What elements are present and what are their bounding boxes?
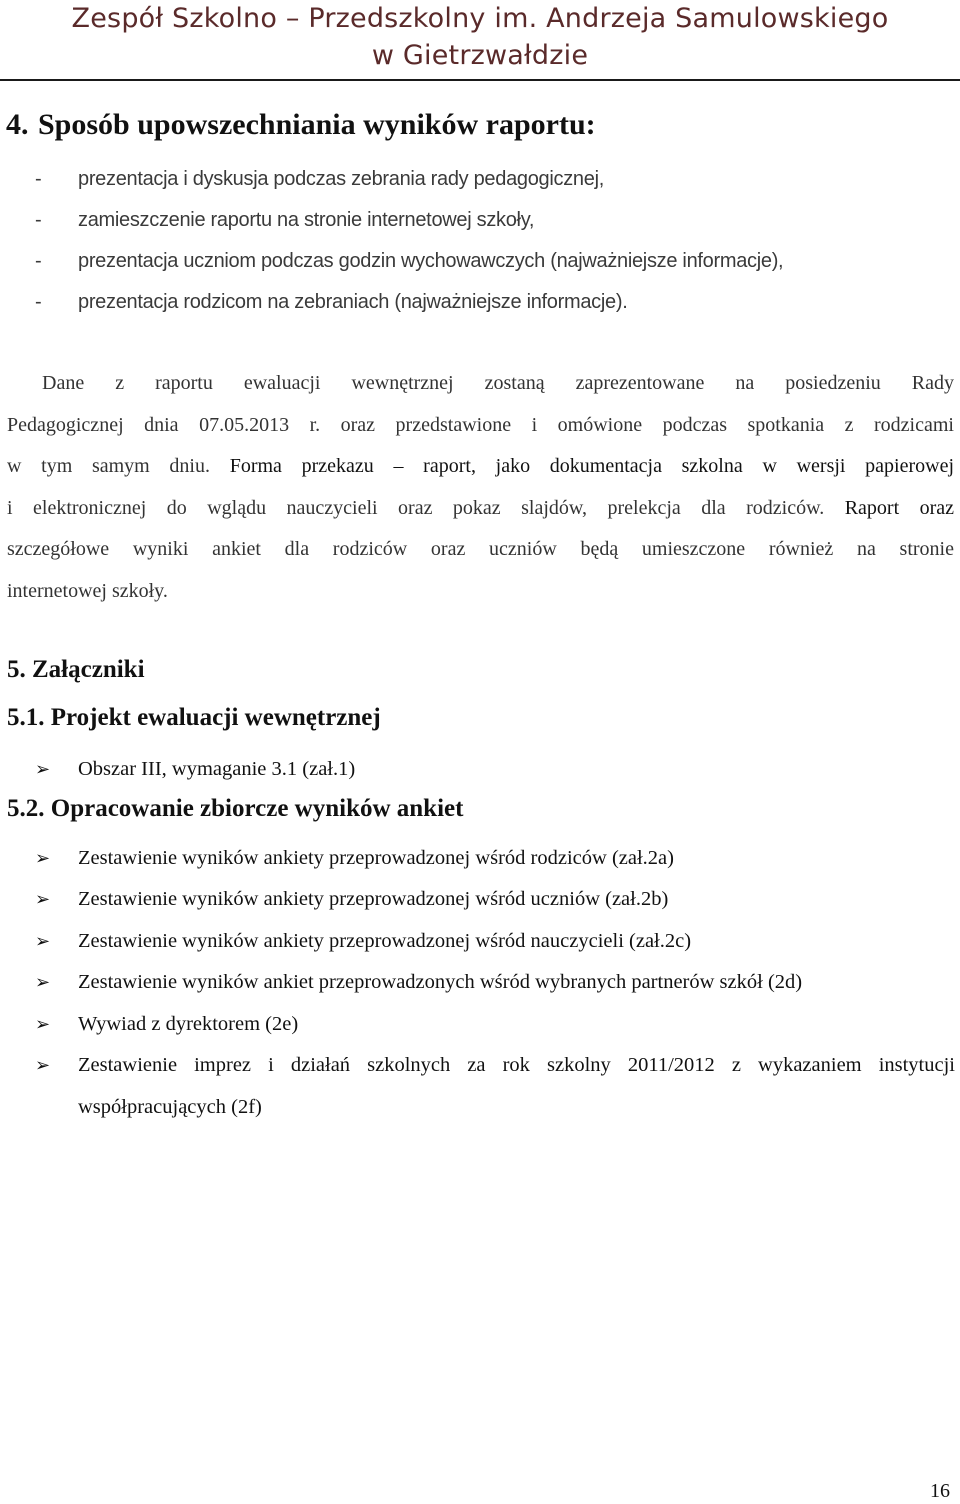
section-5-heading: 5. Załączniki: [7, 656, 145, 683]
report-paragraph: [7, 363, 954, 612]
dash-bullet: -: [35, 291, 42, 313]
list-item: - zamieszczenie raportu na stronie internetowej szkoły,: [6, 200, 783, 241]
list-item: - prezentacja i dyskusja podczas zebrania rady pedagogicznej,: [6, 159, 783, 200]
section-4-number: 4.: [6, 108, 29, 141]
attachment-item: ➢ Zestawienie wyników ankiety przeprowadzonej wśród nauczycieli (zał.2c): [35, 921, 955, 963]
header-line-1: Zespół Szkolno – Przedszkolny im. Andrzeja Samulowskiego: [71, 3, 889, 34]
paragraph-line: i elektronicznej do wglądu nauczycieli oraz pokaz slajdów, prelekcja dla rodziców. Raport oraz: [7, 496, 955, 519]
paragraph-line: w tym samym dniu. Forma przekazu – raport, jako dokumentacja szkolna w wersji papierowej: [7, 455, 955, 477]
attachment-item: ➢ Zestawienie wyników ankiety przeprowadzonej wśród rodziców (zał.2a): [35, 838, 955, 880]
arrow-bullet-icon: ➢: [35, 1014, 51, 1035]
section-5-2-heading: 5.2. Opracowanie zbiorcze wyników ankiet: [7, 795, 464, 822]
paragraph-line: Dane z raportu ewaluacji wewnętrznej zostaną zaprezentowane na posiedzeniu Rady: [42, 372, 954, 394]
paragraph-line: szczegółowe wyniki ankiet dla rodziców oraz uczniów będą umieszczone również na stronie: [7, 538, 954, 560]
attachment-item: ➢ Zestawienie wyników ankiety przeprowadzonej wśród uczniów (zał.2b): [35, 879, 955, 921]
attachment-item: ➢ Obszar III, wymaganie 3.1 (zał.1): [35, 749, 955, 791]
list-item: - prezentacja rodzicom na zebraniach (najważniejsze informacje).: [6, 282, 783, 323]
header-divider: [0, 79, 960, 81]
section-4-title: Sposób upowszechniania wyników raportu:: [38, 108, 596, 141]
header-line-2: w Gietrzwałdzie: [371, 40, 589, 71]
list-item: - prezentacja uczniom podczas godzin wychowawczych (najważniejsze informacje),: [6, 241, 783, 282]
section-4-heading: [6, 108, 596, 142]
page-header: [0, 0, 960, 74]
arrow-bullet-icon: ➢: [35, 848, 51, 869]
attachment-item: ➢ Zestawienie wyników ankiet przeprowadzonych wśród wybranych partnerów szkół (2d): [35, 962, 955, 1004]
arrow-bullet-icon: ➢: [35, 759, 51, 780]
dissemination-list: [6, 159, 783, 323]
section-5-1-heading: 5.1. Projekt ewaluacji wewnętrznej: [7, 704, 381, 731]
dash-bullet: -: [35, 168, 42, 190]
arrow-bullet-icon: ➢: [35, 972, 51, 993]
arrow-bullet-icon: ➢: [35, 889, 51, 910]
attachment-item: ➢ Wywiad z dyrektorem (2e): [35, 1004, 955, 1046]
paragraph-line: Pedagogicznej dnia 07.05.2013 r. oraz przedstawione i omówione podczas spotkania z rodzicami: [7, 413, 954, 436]
dash-bullet: -: [35, 250, 42, 272]
attachment-item: ➢ Zestawienie imprez i działań szkolnych za rok szkolny 2011/2012 z wykazaniem instytucji współpracujących (2f): [35, 1045, 955, 1128]
dash-bullet: -: [35, 209, 42, 231]
arrow-bullet-icon: ➢: [35, 931, 51, 952]
arrow-bullet-icon: ➢: [35, 1055, 51, 1076]
paragraph-line: internetowej szkoły.: [7, 579, 168, 602]
page-number: 16: [930, 1480, 950, 1502]
